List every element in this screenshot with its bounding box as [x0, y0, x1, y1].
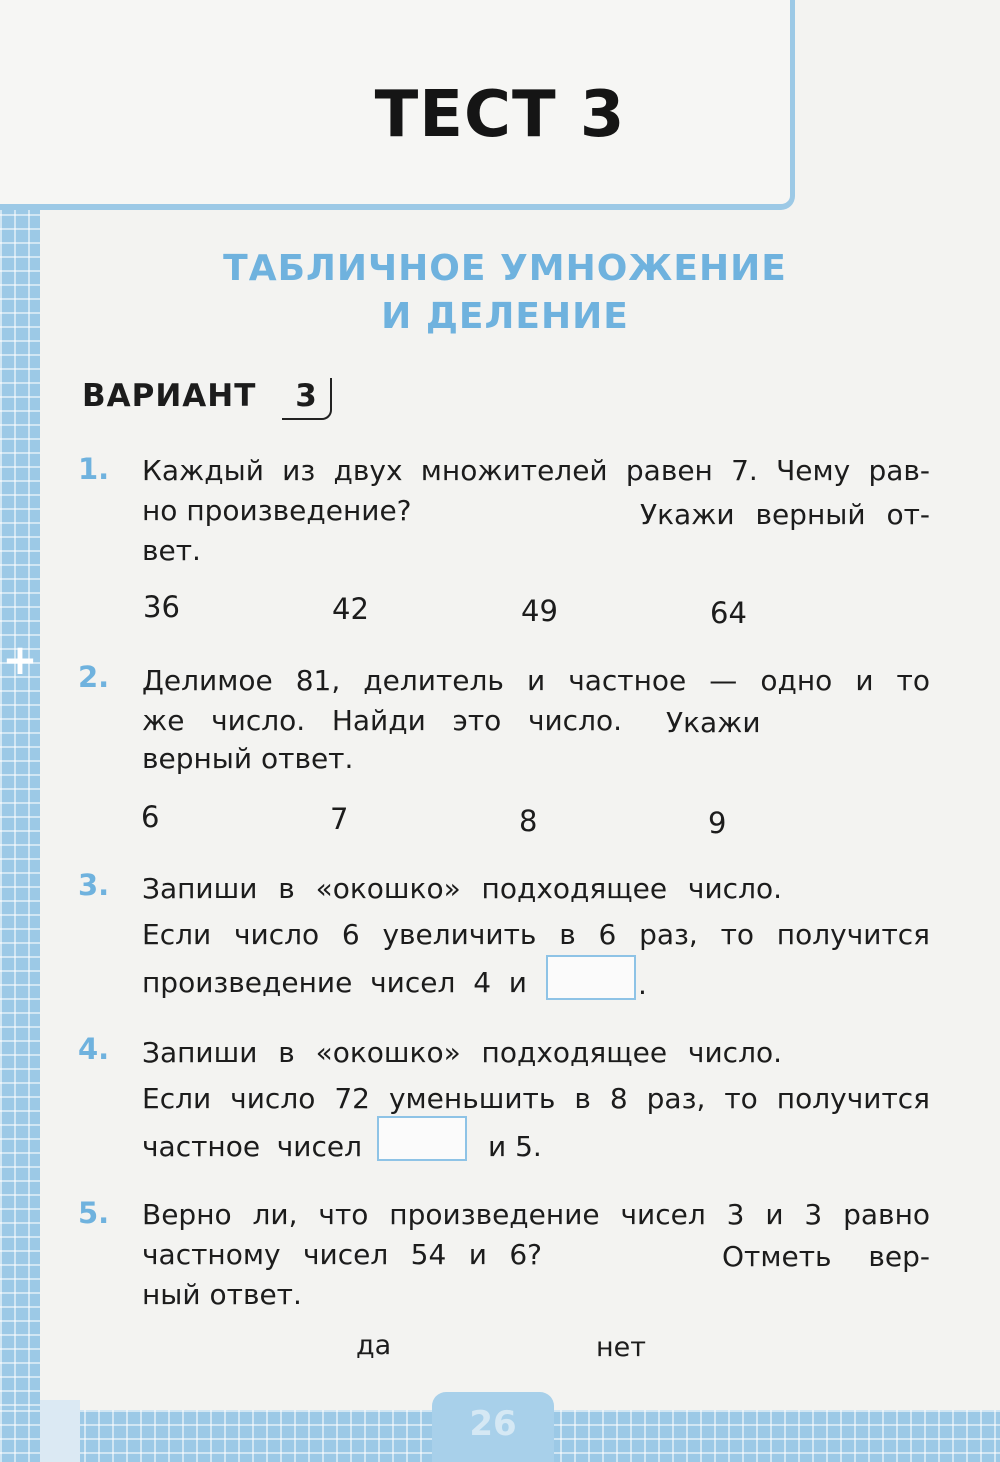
- question-4-number: 4.: [78, 1032, 110, 1066]
- question-5-number: 5.: [78, 1196, 110, 1230]
- question-3-line-1: Запиши в «окошко» подходящее число.: [142, 872, 782, 905]
- question-4-line-3: частное чисел: [142, 1130, 362, 1163]
- question-1-line-2: но произведение?: [142, 494, 412, 527]
- question-1-line-1: Каждый из двух множителей равен 7. Чему рав-: [142, 454, 930, 487]
- question-2-line-2b: Укажи: [666, 706, 761, 739]
- question-4-line-3-end: и 5.: [488, 1130, 542, 1163]
- question-5-answer-no[interactable]: нет: [596, 1332, 646, 1363]
- question-1-answer-3[interactable]: 49: [521, 594, 558, 628]
- question-5-line-2b: Отметь вер-: [722, 1240, 930, 1273]
- question-3-line-3-end: .: [638, 968, 647, 1001]
- question-1-answer-4[interactable]: 64: [710, 596, 747, 630]
- question-1-line-3: вет.: [142, 534, 201, 567]
- plus-icon: +: [2, 635, 38, 684]
- question-5-line-1: Верно ли, что произведение чисел 3 и 3 равно: [142, 1198, 930, 1231]
- question-2-answer-2[interactable]: 7: [330, 802, 349, 836]
- topic-line-1: ТАБЛИЧНОЕ УМНОЖЕНИЕ: [223, 248, 787, 289]
- variant-number: 3: [282, 378, 332, 420]
- question-4-answer-box[interactable]: [377, 1116, 467, 1161]
- question-2-line-3: верный ответ.: [142, 742, 354, 775]
- topic-line-2: И ДЕЛЕНИЕ: [381, 296, 629, 337]
- question-5-line-3: ный ответ.: [142, 1278, 302, 1311]
- question-1-answer-2[interactable]: 42: [332, 592, 369, 626]
- question-3-line-3: произведение чисел 4 и: [142, 966, 527, 999]
- question-1-number: 1.: [78, 452, 110, 486]
- bottom-left-decoration: [40, 1400, 80, 1462]
- variant-label: ВАРИАНТ: [82, 378, 257, 414]
- question-2-line-1: Делимое 81, делитель и частное — одно и то: [142, 664, 930, 697]
- left-grid-strip: [0, 200, 40, 1462]
- question-3-number: 3.: [78, 868, 110, 902]
- question-3-answer-box[interactable]: [546, 955, 636, 1000]
- page-number: 26: [469, 1404, 517, 1444]
- question-4-line-2: Если число 72 уменьшить в 8 раз, то получится: [142, 1082, 930, 1115]
- question-5-answer-yes[interactable]: да: [356, 1330, 392, 1361]
- question-2-answer-4[interactable]: 9: [708, 806, 727, 840]
- question-2-number: 2.: [78, 660, 110, 694]
- question-5-line-2: частному чисел 54 и 6?: [142, 1238, 542, 1271]
- question-3-line-2: Если число 6 увеличить в 6 раз, то получится: [142, 918, 930, 951]
- question-2-answer-3[interactable]: 8: [519, 804, 538, 838]
- question-4-line-1: Запиши в «окошко» подходящее число.: [142, 1036, 782, 1069]
- question-2-answer-1[interactable]: 6: [141, 800, 160, 834]
- question-2-line-2: же число. Найди это число.: [142, 704, 622, 737]
- question-1-line-2b: Укажи верный от-: [640, 498, 930, 531]
- question-1-answer-1[interactable]: 36: [143, 590, 180, 624]
- test-title: ТЕСТ 3: [374, 78, 626, 152]
